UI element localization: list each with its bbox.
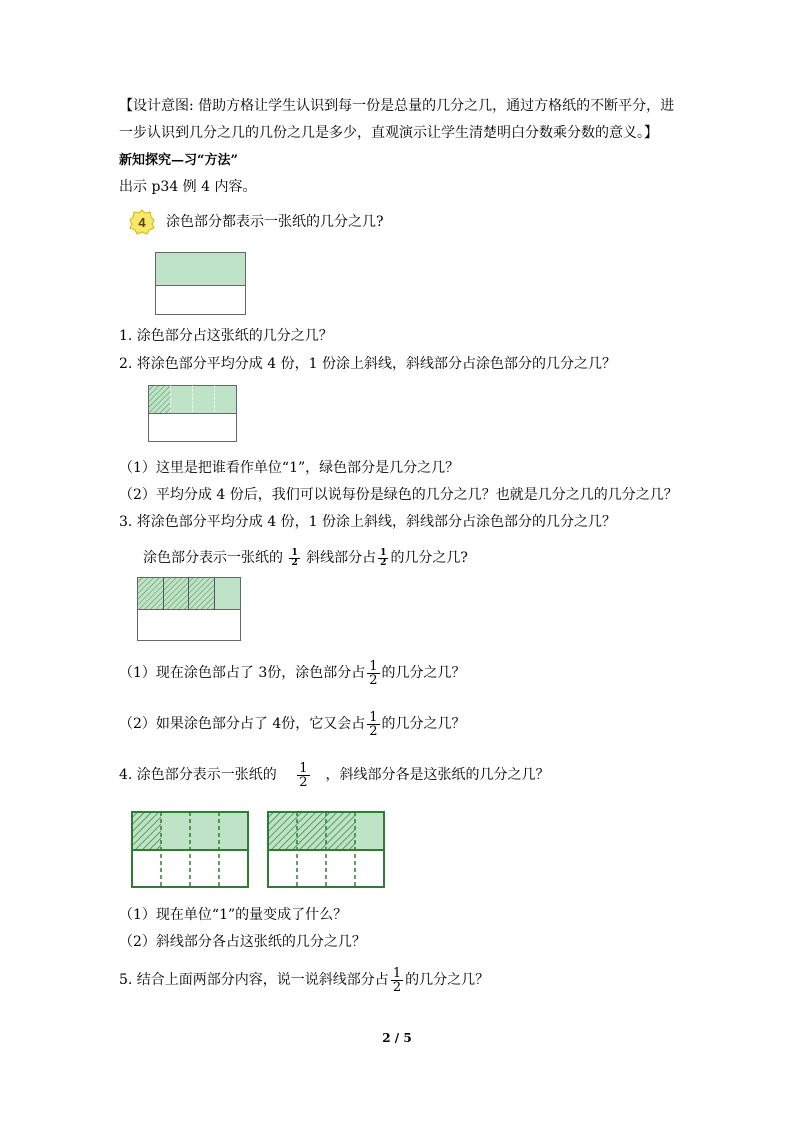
paper-figure-4b — [267, 811, 386, 889]
example-number-badge — [129, 209, 155, 235]
fraction-half: $\frac{1}{2}$ — [392, 965, 402, 995]
badge-number: 4 — [138, 215, 146, 230]
paper-figure-3 — [137, 577, 242, 642]
question-4: 4. 涂色部分表示一张纸的 $\frac{1}{2}$ ，斜线部分各是这张纸的几分之几？ — [119, 760, 550, 790]
question-1: 1. 涂色部分占这张纸的几分之几？ — [119, 328, 333, 344]
example-question: 涂色部分都表示一张纸的几分之几? — [166, 214, 384, 230]
question-3: 3. 将涂色部分平均分成 4 份，1 份涂上斜线，斜线部分占涂色部分的几分之几？ — [119, 514, 616, 530]
section-title: 新知探究—习“方法” — [119, 153, 238, 168]
design-intent-line1: 【设计意图: 借助方格让学生认识到每一份是总量的几分之几，通过方格纸的不断平分，进 — [119, 98, 675, 114]
question-4-sub1: （1）现在单位“1”的量变成了什么？ — [119, 907, 348, 923]
question-3-sub2: （2）如果涂色部分占了 4份，它又会占 $\frac{1}{2}$ 的几分之几？ — [119, 709, 466, 739]
paper-figure-2 — [148, 385, 238, 443]
prompt-middle: 斜线部分占 — [306, 550, 377, 566]
question-3-prompt — [143, 545, 468, 571]
fraction-half: $\frac{1}{2}$ — [369, 658, 378, 688]
fraction-half: $\frac{1}{2}$ — [299, 760, 308, 790]
fraction-half: $\frac{1}{2}$ — [369, 709, 378, 739]
fraction-half: $\frac{1}{2}$ — [380, 547, 387, 568]
paper-figure-4a — [131, 811, 250, 889]
question-2-sub1: （1）这里是把谁看作单位“1”，绿色部分是几分之几？ — [119, 460, 460, 476]
prompt-before: 涂色部分表示一张纸的 — [143, 550, 283, 566]
question-5: 5. 结合上面两部分内容，说一说斜线部分占 $\frac{1}{2}$ 的几分之几？ — [119, 965, 490, 995]
question-2-sub2: （2）平均分成 4 份后，我们可以说每份是绿色的几分之几？也就是几分之几的几分之几？ — [119, 487, 678, 503]
question-4-sub2: （2）斜线部分各占这张纸的几分之几？ — [119, 934, 366, 950]
question-3-sub1: （1）现在涂色部占了 3份，涂色部分占 $\frac{1}{2}$ 的几分之几？ — [119, 658, 466, 688]
design-intent-line2: 一步认识到几分之几的几份之几是多少，直观演示让学生清楚明白分数乘分数的意义。】 — [119, 125, 658, 141]
page-number: 2 / 5 — [382, 1031, 412, 1045]
fraction-half: $\frac{1}{2}$ — [291, 547, 298, 568]
paper-figure-1 — [155, 252, 247, 316]
show-text: 出示 p34 例 4 内容。 — [119, 179, 257, 195]
question-2: 2. 将涂色部分平均分成 4 份，1 份涂上斜线，斜线部分占涂色部分的几分之几？ — [119, 356, 616, 372]
prompt-after: 的几分之几? — [390, 550, 468, 566]
